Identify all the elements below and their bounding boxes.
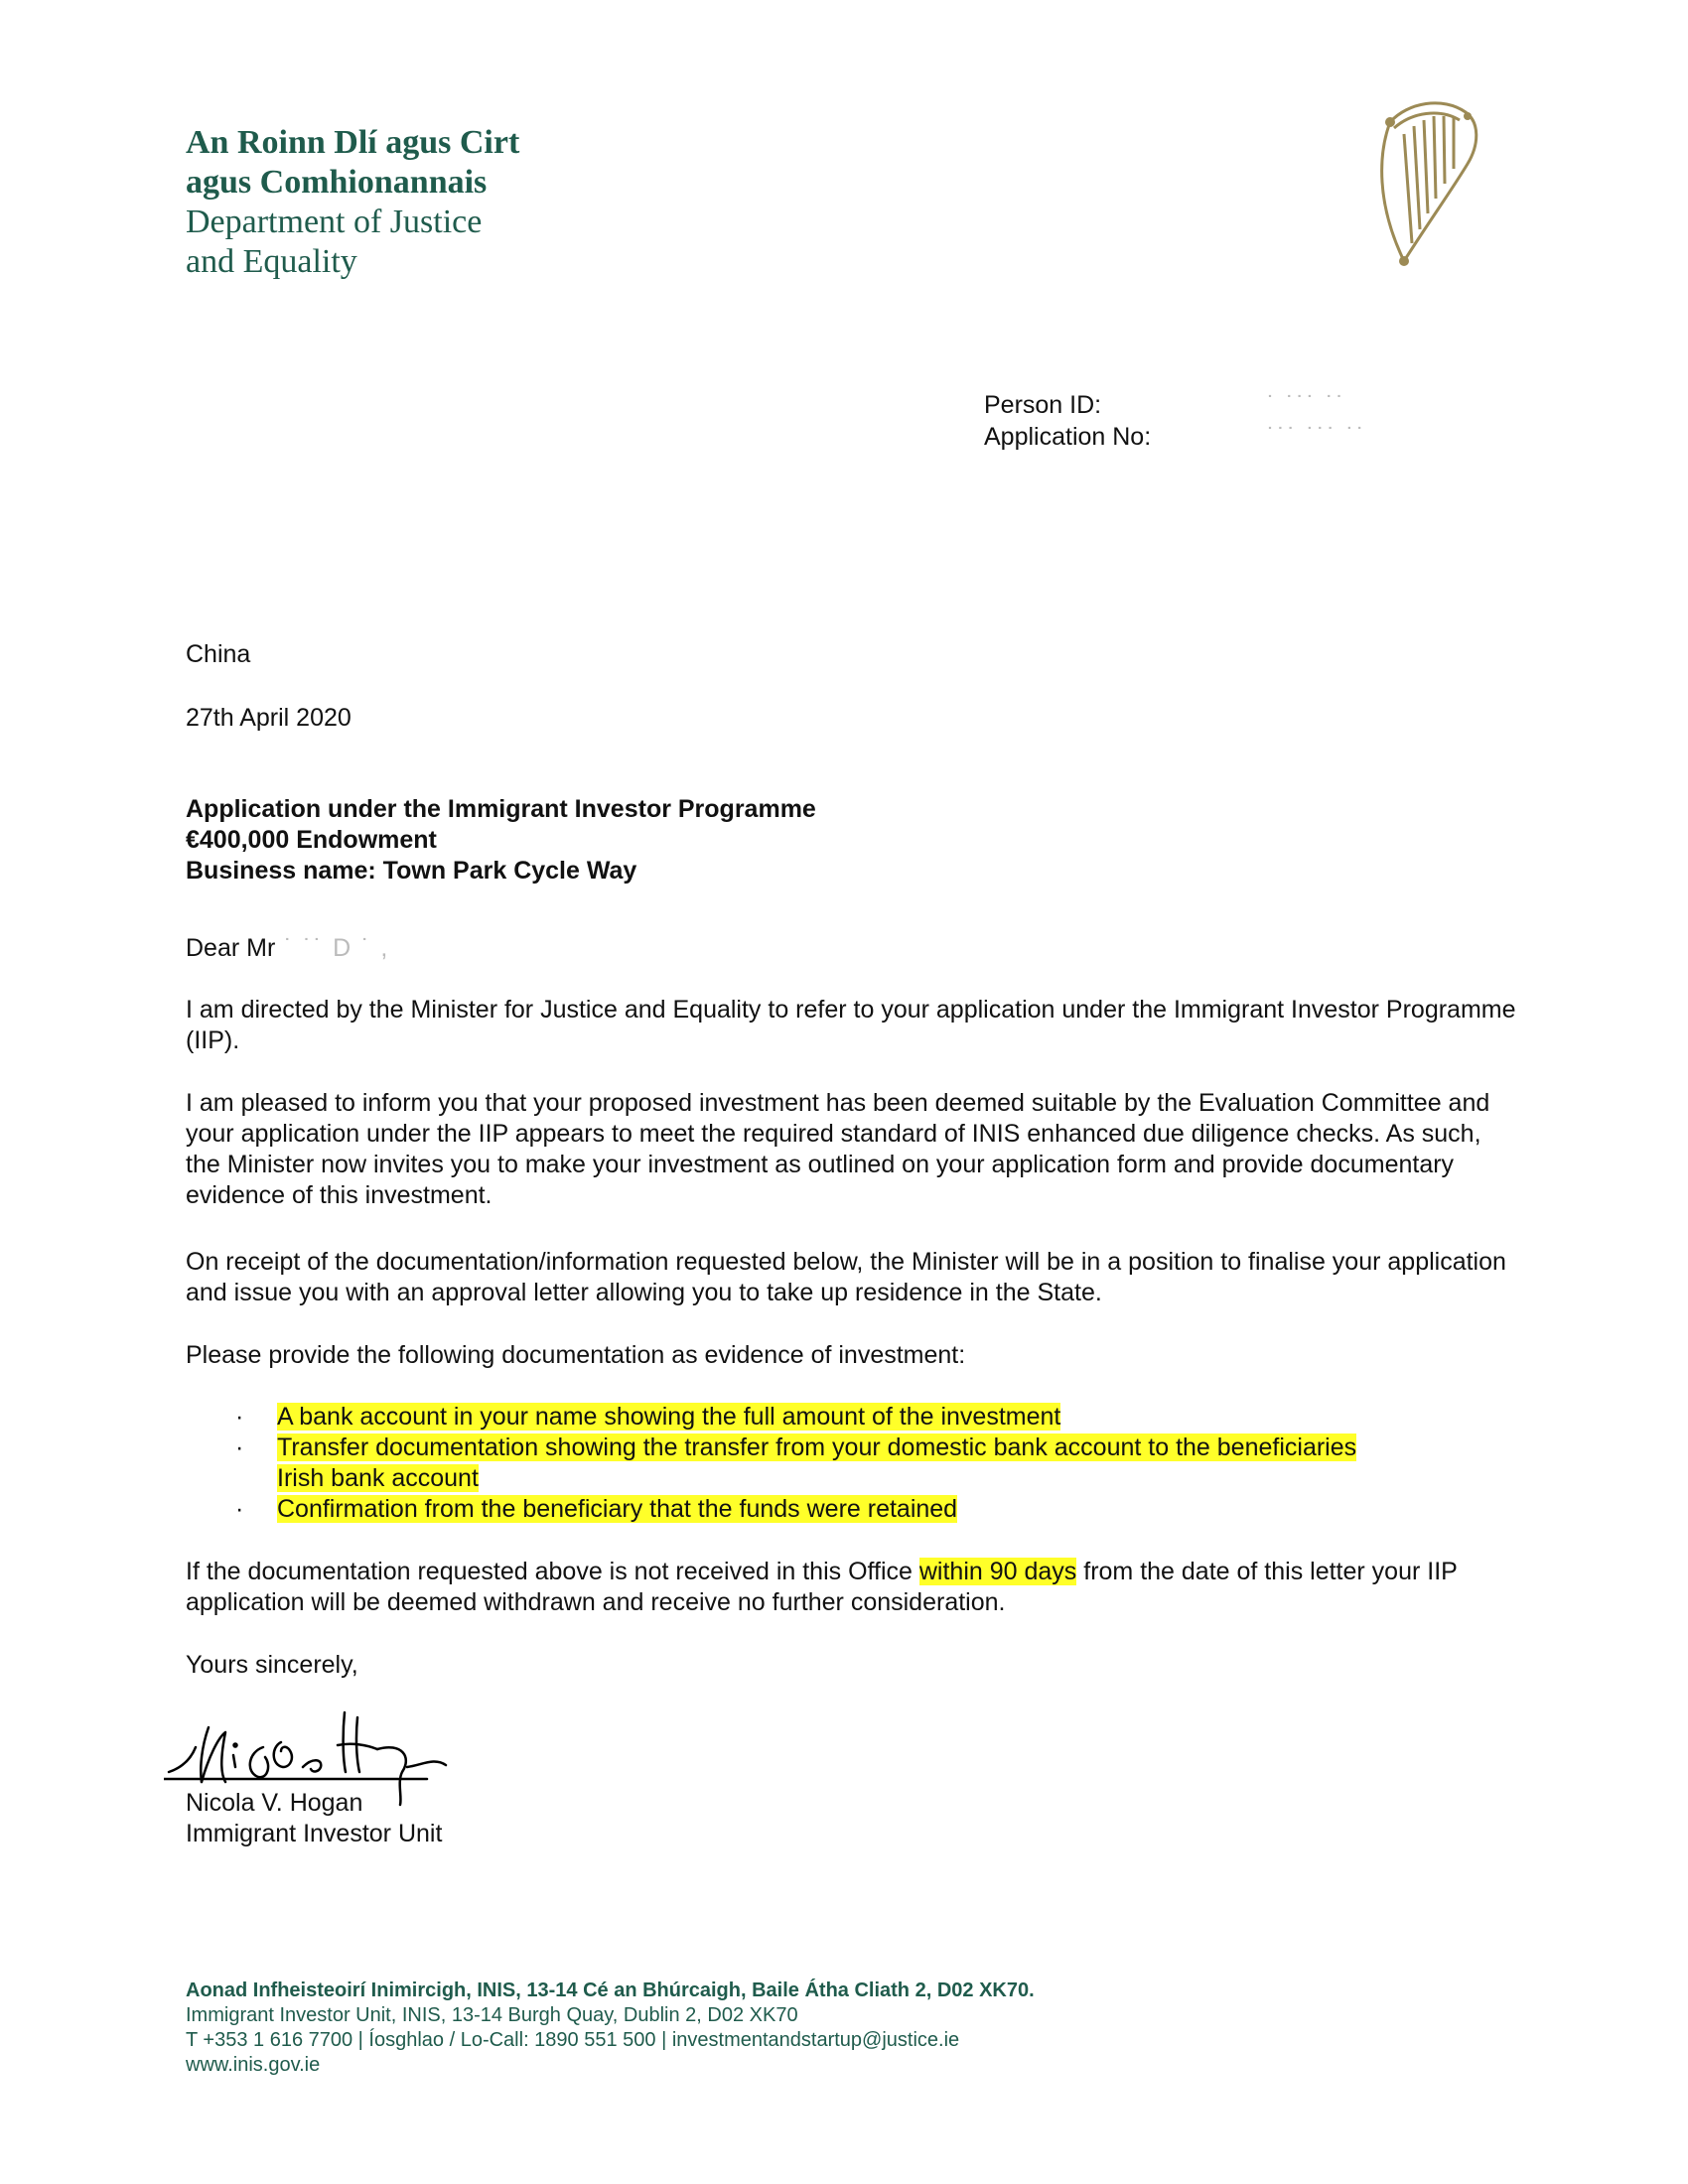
paragraph-1: I am directed by the Minister for Justice and Equality to refer to your application under the Immigrant Investor Programme (IIP).: [186, 996, 1516, 1054]
reference-block: [984, 389, 1367, 453]
paragraph-5-start: If the documentation requested above is not received in this Office: [186, 1558, 919, 1585]
paragraph-5-end: from the date of this letter your IIP application will be deemed withdrawn and receive no further consideration.: [186, 1558, 1458, 1616]
harp-icon: [1368, 94, 1485, 271]
footer: [186, 1979, 1035, 2078]
subject-line-2: €400,000 Endowment: [186, 826, 437, 854]
person-id-label: Person ID:: [984, 391, 1102, 419]
deadline-highlight: within 90 days: [918, 1558, 1077, 1585]
application-no-value: ˙˙˙ ˙˙˙ ˙˙: [1267, 423, 1367, 451]
bullet-marker: ·: [235, 1495, 244, 1523]
footer-website: www.inis.gov.ie: [186, 2054, 321, 2076]
closing: Yours sincerely,: [186, 1651, 358, 1679]
footer-irish-address: Aonad Infheisteoirí Inimircigh, INIS, 13-14 Cé an Bhúrcaigh, Baile Átha Cliath 2, D02 XK70.: [186, 1979, 1035, 2001]
evidence-list: [186, 1402, 1477, 1525]
subject-line-3: Business name: Town Park Cycle Way: [186, 857, 637, 885]
subject-block: [186, 794, 1516, 887]
salutation: [186, 933, 1516, 964]
application-no-label: Application No:: [984, 423, 1152, 451]
footer-english-address: Immigrant Investor Unit, INIS, 13-14 Burgh Quay, Dublin 2, D02 XK70: [186, 2004, 798, 2026]
paragraph-5: [186, 1557, 1521, 1618]
salutation-text: Dear Mr: [186, 934, 276, 962]
bullet-marker: ·: [235, 1403, 244, 1431]
subject-line-1: Application under the Immigrant Investor Programme: [186, 795, 816, 823]
dept-irish-line-2: agus Comhionannais: [186, 164, 488, 201]
bullet-marker: ·: [235, 1433, 244, 1461]
signatory-block: [186, 1788, 1516, 1849]
list-item-text: Transfer documentation showing the transfer from your domestic bank account to the beneficiaries Irish bank account: [277, 1433, 1357, 1492]
dept-english-line-1: Department of Justice: [186, 204, 483, 240]
list-item-text: Confirmation from the beneficiary that the funds were retained: [277, 1495, 958, 1523]
list-item-text: A bank account in your name showing the full amount of the investment: [277, 1403, 1061, 1431]
person-id-value: ˙ ˙˙˙ ˙˙: [1267, 391, 1346, 419]
list-item: [186, 1433, 1389, 1494]
dept-irish-line-1: An Roinn Dlí agus Cirt: [186, 124, 520, 161]
signatory-name: Nicola V. Hogan: [186, 1789, 363, 1817]
recipient-country: China: [186, 640, 251, 668]
salutation-redacted-name: ˙ ˙˙ D ˙ ,: [275, 934, 390, 962]
paragraph-4: Please provide the following documentation as evidence of investment:: [186, 1341, 966, 1369]
paragraph-3: On receipt of the documentation/information requested below, the Minister will be in a position to finalise your application and issue you with an approval letter allowing you to take up residence in the State.: [186, 1248, 1506, 1306]
dept-english-line-2: and Equality: [186, 243, 357, 280]
paragraph-2: I am pleased to inform you that your proposed investment has been deemed suitable by the Evaluation Committee and your application under the IIP appears to meet the required standard of INIS enhanced due diligence checks. As such, the Minister now invites you to make your investment as outlined on your application form and provide documentary evidence of this investment.: [186, 1089, 1490, 1209]
letter-date: 27th April 2020: [186, 704, 352, 732]
footer-contact: T +353 1 616 7700 | Íosghlao / Lo-Call: 1890 551 500 | investmentandstartup@justice.ie: [186, 2029, 960, 2051]
list-item: [186, 1402, 1477, 1433]
signatory-unit: Immigrant Investor Unit: [186, 1820, 443, 1847]
department-heading: [186, 123, 519, 282]
list-item: [186, 1494, 1477, 1525]
